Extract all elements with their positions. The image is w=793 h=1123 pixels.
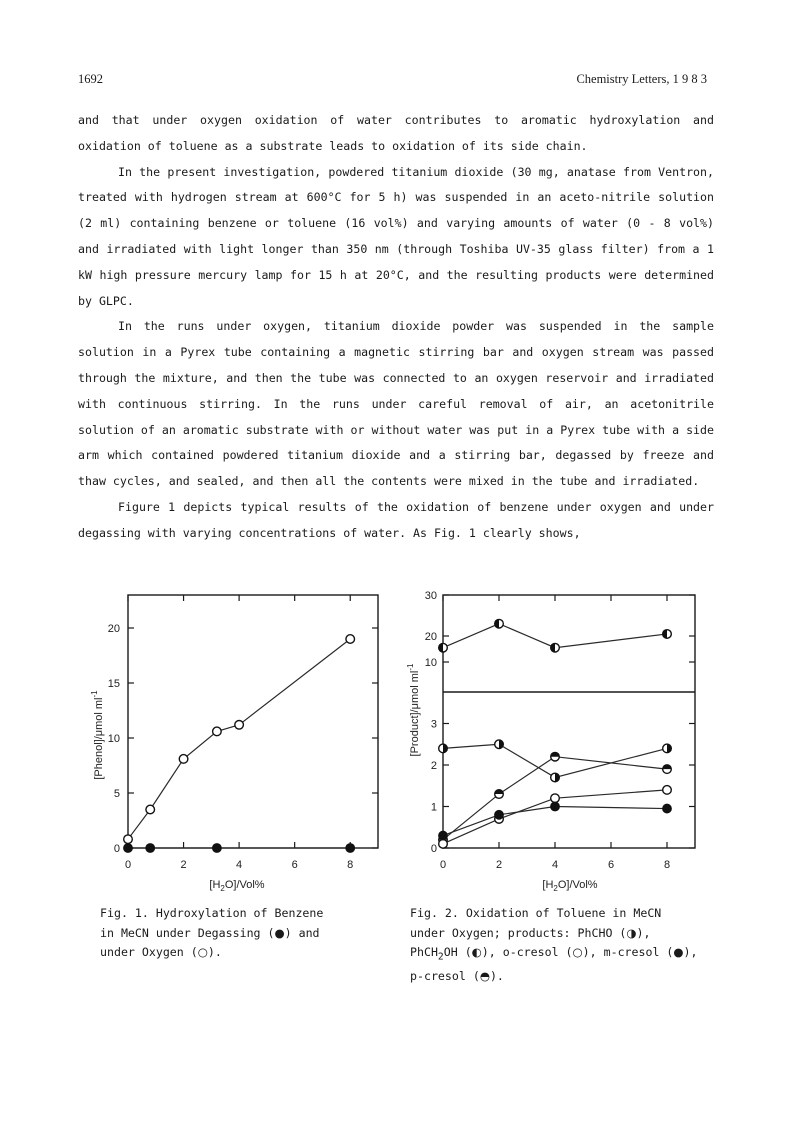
paragraph-2: In the present investigation, powdered titanium dioxide (30 mg, anatase from Ventron, treated with hydrogen stream at 600°C for 5 h) was suspended in an aceto-nitrile solution (2 ml) containing benzene or toluene (16 vol%) and varying amounts of water (0 - 8 vol%) and irradiated with light longer than 350 nm (through Toshiba UV-35 glass filter) from a 1 kW high pressure mercury lamp for 15 h at 20°C, and the resulting products were determined by GLPC.: [78, 164, 714, 308]
figure-1-frame: [128, 595, 378, 848]
figure-1-xlabel: $[H_2O]/Vol\%$: [209, 879, 265, 893]
body-text: [78, 108, 714, 547]
figure-1-xtick-label: 0: [124, 859, 132, 871]
figure-2-frame: [443, 595, 695, 848]
figure-1-data-point: [213, 844, 222, 853]
figure-1-data-point: [146, 844, 155, 853]
figure-1-chart: [80, 580, 390, 900]
figure-1-caption: [100, 904, 380, 963]
figure-2-data-point: [663, 804, 672, 813]
figure-2-ytick-label: 30: [424, 590, 437, 602]
figure-2-data-point: [551, 643, 560, 652]
figure-1-caption-line1: Fig. 1. Hydroxylation of Benzene: [100, 906, 324, 920]
page-number: 1692: [78, 72, 103, 86]
figure-2-data-point: [439, 744, 448, 753]
open-circle-icon: ○: [572, 945, 583, 959]
figure-1-ytick-label: 20: [107, 623, 120, 635]
figure-1-data-point: [346, 844, 355, 853]
figure-1-data-point: [124, 844, 133, 853]
figure-1-ylabel: [Phenol]/μmol $ml^{-1}$: [90, 690, 105, 780]
figure-2-caption-line4: p-cresol (◓).: [410, 968, 504, 983]
figure-1-caption-line3: under Oxygen (○).: [100, 945, 222, 959]
figure-2-ytick-label: 20: [424, 631, 437, 643]
figure-1-ytick-label: 10: [107, 733, 120, 745]
figure-1-ytick-label: 15: [107, 678, 120, 690]
figure-1-data-point: [179, 755, 188, 764]
paragraph-1: and that under oxygen oxidation of water contributes to aromatic hydroxylation and oxidation of toluene as a substrate leads to oxidation of its side chain.: [78, 113, 714, 153]
figure-2-xtick-label: 4: [551, 859, 559, 871]
figure-2-ylabel: [Product]/μmol $ml^{-1}$: [406, 663, 421, 757]
figure-2-data-point: [439, 840, 448, 849]
figure-2-xtick-label: 8: [663, 859, 671, 871]
journal-header: Chemistry Letters, 1 9 8 3: [576, 72, 707, 86]
figure-2-xtick-label: 6: [607, 859, 615, 871]
figure-2-ytick-label: 3: [430, 718, 437, 731]
figure-1-xtick-label: 6: [291, 859, 298, 871]
figure-2-data-point: [551, 802, 560, 811]
filled-circle-icon: ●: [274, 925, 285, 940]
figure-1-xtick-label: 8: [347, 859, 354, 871]
figure-2-data-point: [551, 773, 560, 782]
figure-2-data-point: [551, 794, 560, 803]
figure-2-data-point: [439, 643, 448, 652]
figure-2-data-point: [495, 619, 504, 628]
right-half-circle-icon: ◑: [626, 925, 637, 940]
figure-2-chart: [395, 580, 715, 900]
figure-2-ytick-label: 1: [430, 801, 437, 814]
figure-2-data-point: [495, 790, 504, 799]
paragraph-4: Figure 1 depicts typical results of the oxidation of benzene under oxygen and under degassing with varying concentrations of water. As Fig. 1 clearly shows,: [78, 499, 714, 540]
figure-1-series-line: [128, 639, 350, 839]
paragraph-3: In the runs under oxygen, titanium dioxide powder was suspended in the sample solution in a Pyrex tube containing a magnetic stirring bar and oxygen stream was passed through the mixture, and then the tube was connected to an oxygen reservoir and irradiated with continuous stirring. In the runs under careful removal of air, an acetonitrile solution of an aromatic substrate with or without water was put in a Pyrex tube with a side arm which contained powdered titanium dioxide and a stirring bar, degassed by freeze and thaw cycles, and sealed, and then all the contents were mixed in the tube and irradiated.: [78, 319, 714, 489]
figure-1-data-point: [146, 805, 155, 814]
filled-circle-icon: ●: [673, 945, 684, 959]
figure-2-ytick-label: 2: [430, 760, 437, 772]
figure-1-xtick-label: 2: [180, 859, 187, 871]
figure-2-ytick-label: 10: [424, 657, 437, 669]
figure-2-caption-line1: Fig. 2. Oxidation of Toluene in MeCN: [410, 906, 662, 920]
figure-2-data-point: [663, 744, 672, 753]
figure-1-ytick-label: 0: [113, 843, 120, 855]
left-half-circle-icon: ◐: [471, 945, 482, 959]
figure-2-data-point: [551, 752, 560, 761]
figure-1-data-point: [124, 835, 133, 844]
open-circle-icon: ○: [197, 945, 208, 959]
figure-2-ytick-label: 0: [430, 843, 437, 855]
figure-1-data-point: [213, 727, 222, 736]
figure-2-caption-line2: under Oxygen; products: PhCHO (◑),: [410, 925, 651, 940]
figure-1-caption-line2: in MeCN under Degassing (●) and: [100, 925, 320, 940]
figure-1-data-point: [346, 635, 355, 644]
figure-2-data-point: [663, 765, 672, 774]
figure-2-data-point: [495, 740, 504, 749]
figure-2-xtick-label: 2: [495, 859, 503, 871]
figure-1-data-point: [235, 721, 244, 730]
figure-2-data-point: [663, 786, 672, 795]
figure-2-xlabel: $[H_2O]/Vol\%$: [542, 879, 598, 893]
figure-1-xtick-label: 4: [236, 859, 243, 871]
figure-2-xtick-label: 0: [439, 859, 447, 871]
figure-2-caption: [410, 904, 730, 986]
figure-2-caption-line3: PhCH$_2$OH (◐), o-cresol (○), m-cresol (●),: [410, 945, 698, 963]
figure-2-data-point: [663, 630, 672, 639]
figure-2-data-point: [495, 811, 504, 820]
top-half-circle-icon: ◓: [479, 968, 490, 983]
figure-2-data-point: [439, 831, 448, 840]
figure-1-ytick-label: 5: [113, 788, 120, 800]
